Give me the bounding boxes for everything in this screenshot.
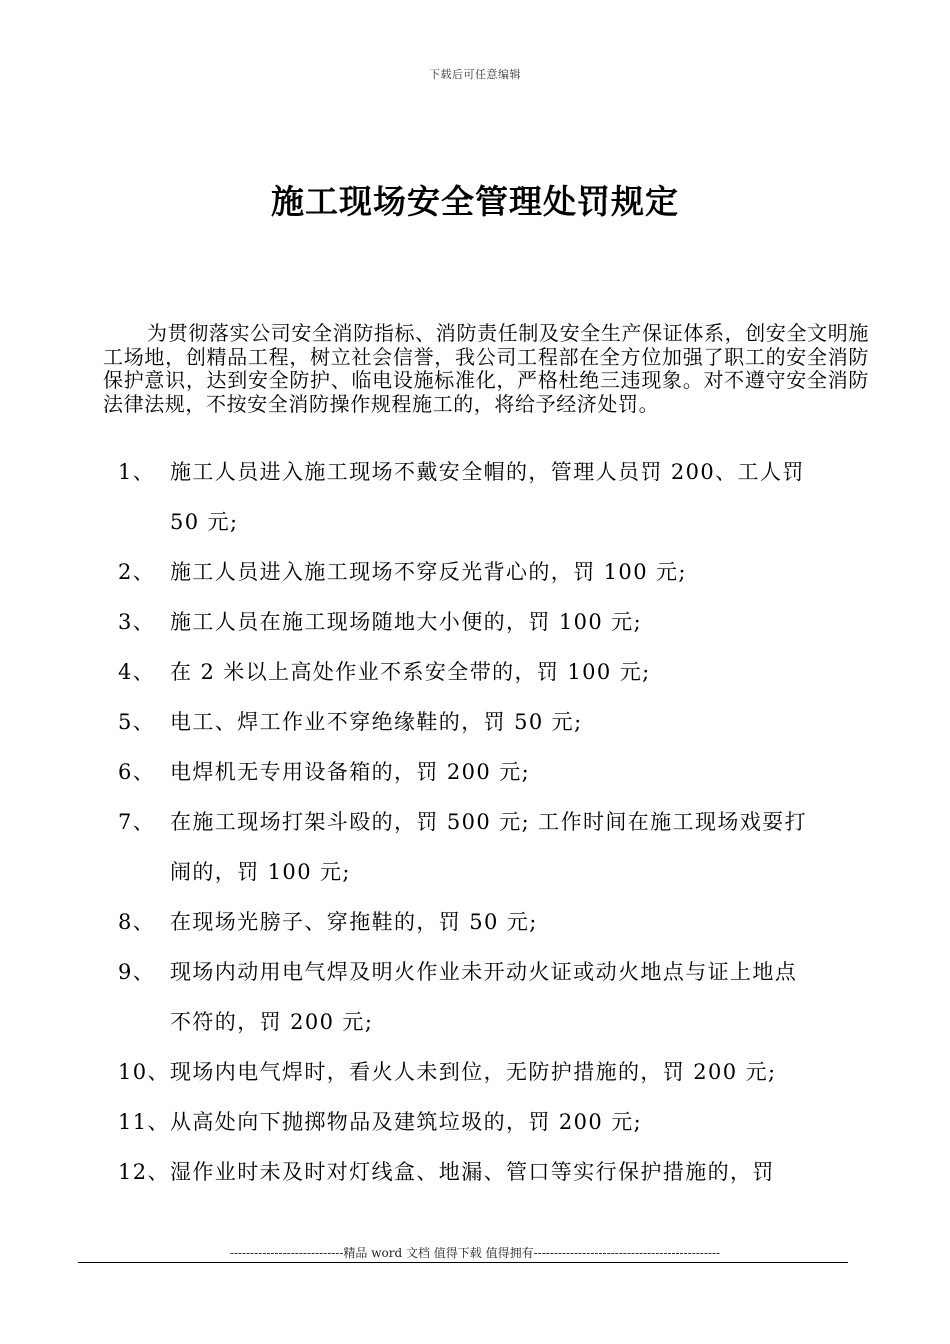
page-title: 施工现场安全管理处罚规定 <box>271 182 679 221</box>
list-item-text: 电焊机无专用设备箱的，罚 200 元; <box>170 760 531 784</box>
list-item-number: 2、 <box>118 560 156 584</box>
list-item-number: 6、 <box>118 760 156 784</box>
list-item-text: 50 元; <box>170 510 239 534</box>
list-item-text: 在现场光膀子、穿拖鞋的，罚 50 元; <box>170 910 538 934</box>
list-item-text: 湿作业时未及时对灯线盒、地漏、管口等实行保护措施的，罚 <box>170 1160 775 1184</box>
list-item-number: 8、 <box>118 910 156 934</box>
header-note: 下载后可任意编辑 <box>429 68 521 81</box>
list-item-number: 9、 <box>118 960 156 984</box>
list-item-text: 电工、焊工作业不穿绝缘鞋的，罚 50 元; <box>170 710 583 734</box>
list-item-text: 施工人员进入施工现场不穿反光背心的，罚 100 元; <box>170 560 687 584</box>
list-item-number: 7、 <box>118 810 156 834</box>
list-item-text: 不符的，罚 200 元; <box>170 1010 374 1034</box>
list-item-number: 5、 <box>118 710 156 734</box>
list-item-number: 1、 <box>118 460 156 484</box>
list-item-text: 在 2 米以上高处作业不系安全带的，罚 100 元; <box>170 660 651 684</box>
list-item-number: 11、 <box>118 1110 170 1134</box>
list-item-text: 闹的，罚 100 元; <box>170 860 351 884</box>
footer-text: ----------------------------精品 word 文档 值得下载 值得拥有---------------------------------------------- <box>229 1246 721 1260</box>
list-item-text: 在施工现场打架斗殴的，罚 500 元; 工作时间在施工现场戏耍打 <box>170 810 807 834</box>
list-item-text: 现场内电气焊时，看火人未到位，无防护措施的，罚 200 元; <box>170 1060 777 1084</box>
footer-divider <box>78 1262 848 1263</box>
list-item-number: 4、 <box>118 660 156 684</box>
list-item-text: 施工人员在施工现场随地大小便的，罚 100 元; <box>170 610 643 634</box>
list-item-text: 从高处向下抛掷物品及建筑垃圾的，罚 200 元; <box>170 1110 643 1134</box>
list-item-text: 施工人员进入施工现场不戴安全帽的，管理人员罚 200、工人罚 <box>170 460 805 484</box>
intro-paragraph: 为贯彻落实公司安全消防指标、消防责任制及安全生产保证体系，创安全文明施工场地，创精品工程，树立社会信誉，我公司工程部在全方位加强了职工的安全消防保护意识，达到安全防护、临电设施标准化，严格杜绝三违现象。对不遵守安全消防法律法规，不按安全消防操作规程施工的，将给予经济处罚。 <box>103 321 869 416</box>
list-item-number: 10、 <box>118 1060 170 1084</box>
list-item-number: 3、 <box>118 610 156 634</box>
list-item-number: 12、 <box>118 1160 170 1184</box>
list-item-text: 现场内动用电气焊及明火作业未开动火证或动火地点与证上地点 <box>170 960 798 984</box>
